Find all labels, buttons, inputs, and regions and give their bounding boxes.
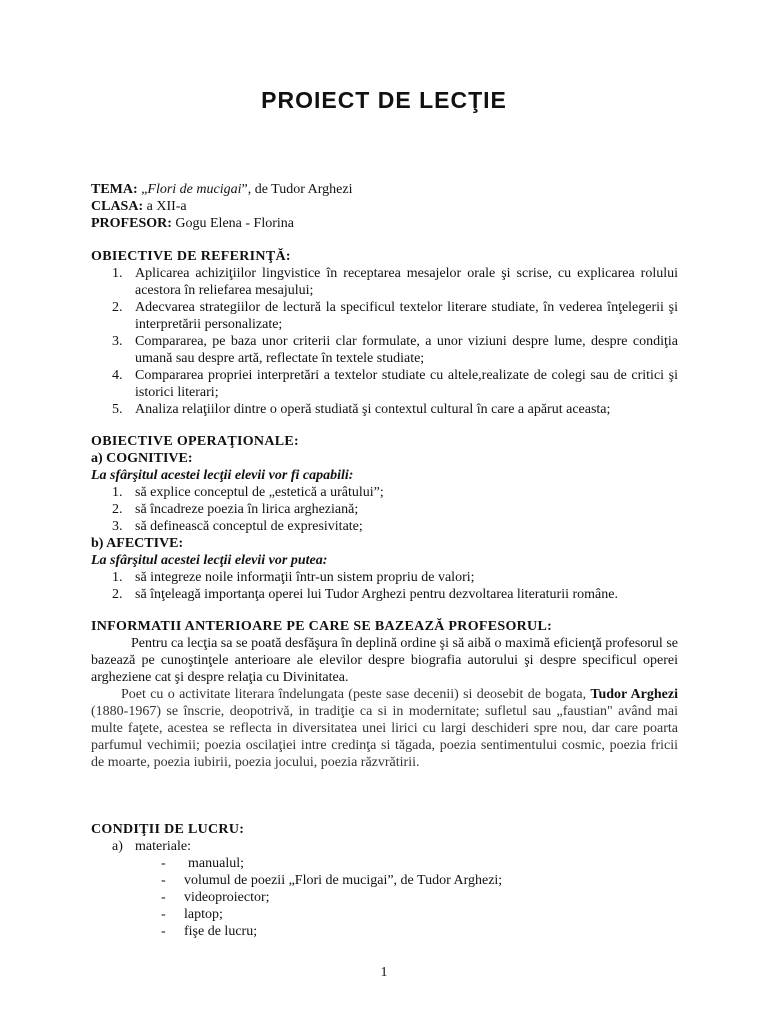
author-name: Tudor Arghezi — [590, 687, 678, 702]
profesor-line — [91, 215, 678, 232]
cognitive-list — [91, 484, 678, 535]
tema-open-quote: „ — [141, 182, 148, 197]
informatii-section — [91, 618, 678, 771]
tema-line — [91, 181, 678, 198]
list-item: - laptop; — [161, 907, 223, 922]
profesor-value: Gogu Elena - Florina — [175, 216, 294, 231]
materiale-subheading: a) materiale: — [112, 839, 191, 854]
list-item: 5. Analiza relaţiilor dintre o operă studiată şi contextul cultural în care a apărut aceasta; — [112, 402, 611, 417]
list-item: 2. să înţeleagă importanţa operei lui Tudor Arghezi pentru dezvoltarea literaturii române. — [112, 587, 618, 602]
tema-title: Flori de mucigai — [147, 182, 242, 197]
obiective-referinta-section — [91, 248, 678, 418]
materiale-list — [91, 855, 678, 940]
obiective-operationale-section — [91, 433, 678, 603]
clasa-line — [91, 198, 678, 215]
list-item: - videoproiector; — [161, 890, 270, 905]
tema-label: TEMA: — [91, 182, 138, 197]
list-item: - fişe de lucru; — [161, 924, 258, 939]
clasa-label: CLASA: — [91, 199, 144, 214]
afective-label: b) AFECTIVE: — [91, 536, 184, 551]
profesor-label: PROFESOR: — [91, 216, 172, 231]
lesson-header — [91, 181, 678, 232]
informatii-paragraph-2: Poet cu o activitate literara îndelungata (peste sase decenii) si deosebit de bogata, Tudor Arghezi (1880-1967) se înscrie, deopotrivă, in tradiţie ca si in modernitate; sufletul sau „faustian" având mai multe faţete, acestea se reflecta in diversitatea unei lirici cu largi deschideri spre nou, dar care poarta parfumul vechimii; poezia oscilaţiei intre credinţa si tăgada, poezia sentimentului cosmic, poezia fricii de moarte, poezia iubirii, poezia jocului, poezia răzvrătirii. — [91, 687, 678, 770]
afective-intro: La sfârşitul acestei lecţii elevii vor putea: — [91, 553, 328, 568]
page-number: 1 — [380, 965, 388, 980]
page-title: PROIECT DE LECŢIE — [261, 87, 507, 113]
list-item: - volumul de poezii „Flori de mucigai”, de Tudor Arghezi; — [161, 873, 503, 888]
list-item: 1. Aplicarea achiziţiilor lingvistice în receptarea mesajelor orale şi scrise, cu explicarea rolului acestora în reliefarea mesajului; — [112, 266, 678, 298]
informatii-paragraph-1: Pentru ca lecţia sa se poată desfăşura în deplină ordine şi să aibă o maximă eficienţă profesorul se bazează pe cunoştinţele anterioare ale elevilor despre biografia autorului şi despre specificul operei argheziene cat şi despre relaţia cu Divinitatea. — [91, 636, 678, 685]
section-heading: CONDIŢII DE LUCRU: — [91, 822, 245, 837]
list-item: 1. să explice conceptul de „estetică a urâtului”; — [112, 485, 384, 500]
afective-list — [91, 569, 678, 603]
tema-rest: ”, de Tudor Arghezi — [241, 182, 353, 197]
section-heading: INFORMATII ANTERIOARE PE CARE SE BAZEAZĂ PROFESORUL: — [91, 619, 553, 634]
list-item: 2. Adecvarea strategiilor de lectură la specificul textelor literare studiate, în vederea înţelegerii şi interpretării personalizate; — [112, 300, 678, 332]
obiective-referinta-list — [91, 265, 678, 418]
list-item: 3. să definească conceptul de expresivitate; — [112, 519, 363, 534]
clasa-value: a XII-a — [146, 199, 187, 214]
list-item: 1. să integreze noile informaţii într-un sistem propriu de valori; — [112, 570, 475, 585]
list-item: - manualul; — [161, 856, 244, 871]
list-item: 3. Compararea, pe baza unor criterii clar formulate, a unor viziuni despre lume, despre condiţia umană sau despre artă, reflectate în textele studiate; — [112, 334, 678, 366]
conditii-section — [91, 821, 678, 940]
list-item: 4. Compararea propriei interpretări a textelor studiate cu altele,realizate de colegi sau de critici şi istorici literari; — [112, 368, 678, 400]
cognitive-label: a) COGNITIVE: — [91, 451, 193, 466]
section-heading: OBIECTIVE OPERAŢIONALE: — [91, 434, 299, 449]
section-heading: OBIECTIVE DE REFERINŢĂ: — [91, 249, 291, 264]
list-item: 2. să încadreze poezia în lirica argheziană; — [112, 502, 359, 517]
cognitive-intro: La sfârşitul acestei lecţii elevii vor fi capabili: — [91, 468, 354, 483]
